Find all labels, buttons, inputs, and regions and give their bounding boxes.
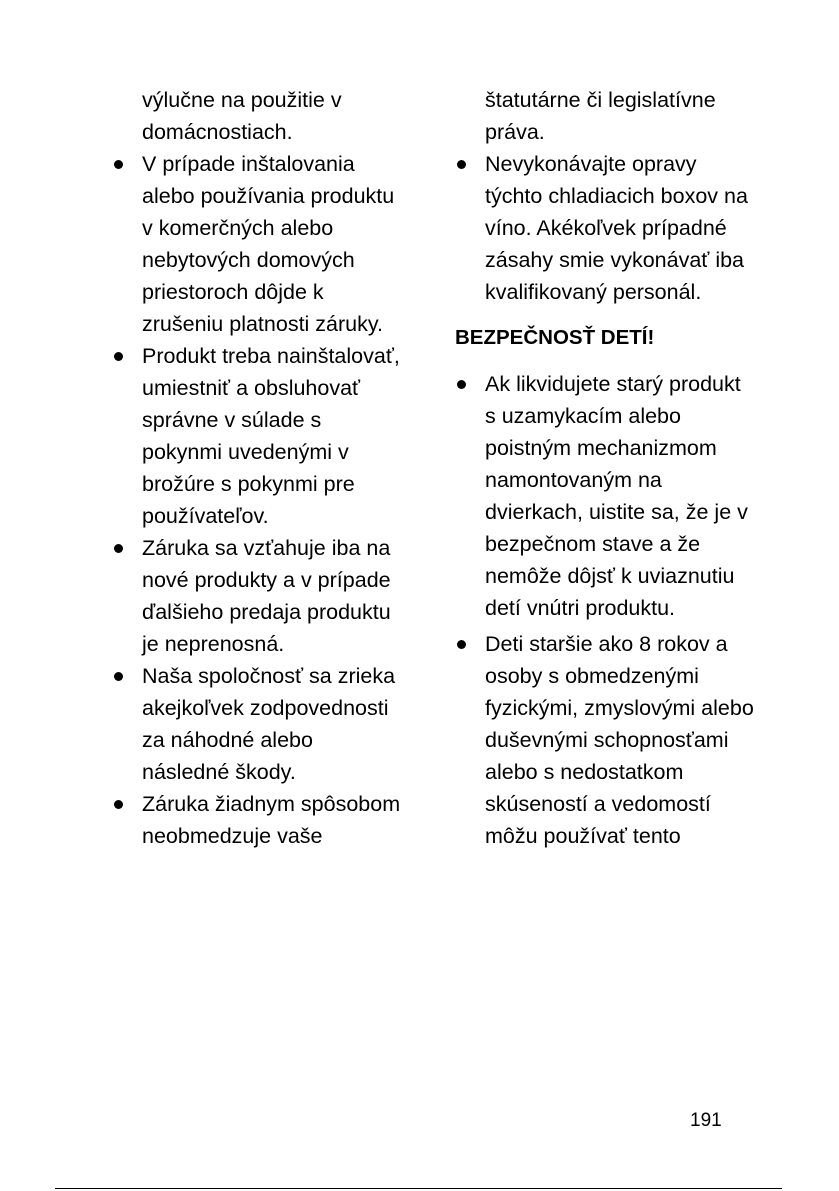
bullet-icon xyxy=(457,640,466,649)
left-continuation-text: výlučne na použitie v domácnostiach. xyxy=(142,88,342,144)
list-item: Ak likvidujete starý produkt s uzamykacím alebo poistným mechanizmom namontovaným na dvierkach, uistite sa, že je v bezpečnom stave a že nemôže dôjsť k uviaznutiu detí vnútri produktu. xyxy=(455,368,755,624)
left-bullet-list xyxy=(112,148,402,852)
right-column xyxy=(455,84,755,852)
right-bullet-list-top xyxy=(455,148,755,308)
list-item: Naša spoločnosť sa zrieka akejkoľvek zodpovednosti za náhodné alebo následné škody. xyxy=(112,660,402,788)
section-heading: BEZPEČNOSŤ DETÍ! xyxy=(455,326,655,349)
right-continuation-text: štatutárne či legislatívne práva. xyxy=(485,88,716,144)
list-item: Produkt treba nainštalovať, umiestniť a obsluhovať správne v súlade s pokynmi uvedenými v brožúre s pokynmi pre používateľov. xyxy=(112,340,402,532)
page-number: 191 xyxy=(690,1110,722,1131)
bullet-icon xyxy=(114,800,123,809)
footer-divider xyxy=(55,1188,782,1189)
list-item: Záruka sa vzťahuje iba na nové produkty a v prípade ďalšieho predaja produktu je neprenosná. xyxy=(112,532,402,660)
list-item: Deti staršie ako 8 rokov a osoby s obmedzenými fyzickými, zmyslovými alebo duševnými schopnosťami alebo s nedostatkom skúseností a vedomostí môžu používať tento xyxy=(455,628,755,852)
bullet-icon xyxy=(114,352,123,361)
right-bullet-list-bottom xyxy=(455,368,755,852)
left-column xyxy=(112,84,402,852)
bullet-icon xyxy=(114,672,123,681)
bullet-icon xyxy=(114,544,123,553)
bullet-icon xyxy=(457,160,466,169)
list-item: Nevykonávajte opravy týchto chladiacich boxov na víno. Akékoľvek prípadné zásahy smie vykonávať iba kvalifikovaný personál. xyxy=(455,148,755,308)
bullet-icon xyxy=(114,160,123,169)
list-item: Záruka žiadnym spôsobom neobmedzuje vaše xyxy=(112,788,402,852)
bullet-icon xyxy=(457,380,466,389)
list-item: V prípade inštalovania alebo používania produktu v komerčných alebo nebytových domových priestoroch dôjde k zrušeniu platnosti záruky. xyxy=(112,148,402,340)
